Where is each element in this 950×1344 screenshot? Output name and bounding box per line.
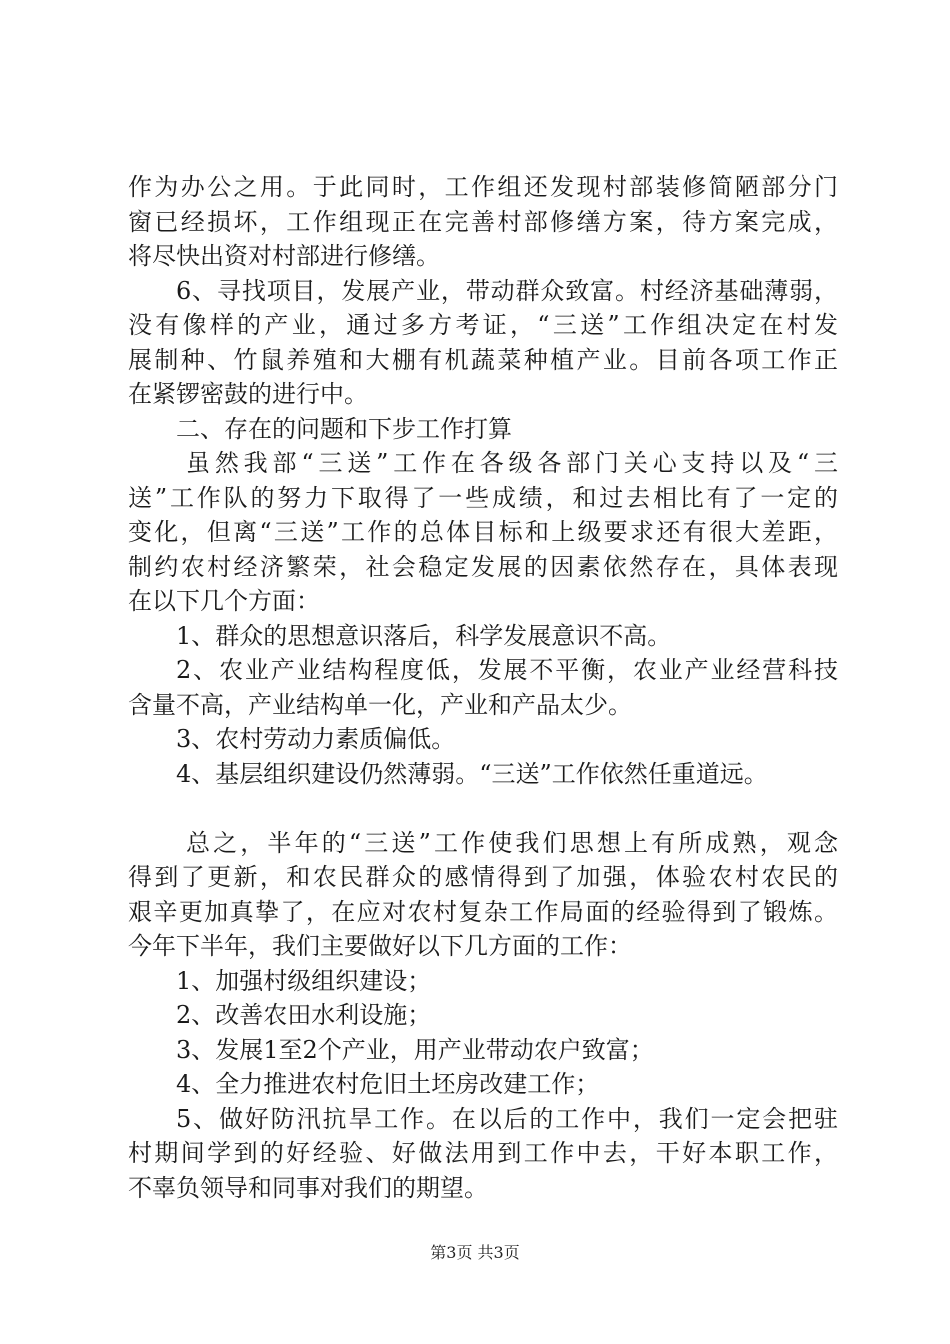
text-line: 虽然我部“三送”工作在各级各部门关心支持以及“三 <box>186 449 838 477</box>
text-line: 在以下几个方面： <box>128 587 320 615</box>
text-line: 含量不高，产业结构单一化，产业和产品太少。 <box>128 690 632 719</box>
text-line: 村期间学到的好经验、好做法用到工作中去，干好本职工作， <box>128 1139 838 1167</box>
text-line: 展制种、竹鼠养殖和大棚有机蔬菜种植产业。目前各项工作正 <box>128 345 838 374</box>
text-line: 今年下半年，我们主要做好以下几方面的工作： <box>128 932 632 960</box>
document-body <box>128 170 838 1205</box>
list-item: 3、农村劳动力素质偏低。 <box>176 725 456 753</box>
text-line: 总之，半年的“三送”工作使我们思想上有所成熟，观念 <box>186 828 838 857</box>
text-line: 得到了更新，和农民群众的感情得到了加强，体验农村农民的 <box>128 863 838 891</box>
list-item: 3、发展1至2个产业，用产业带动农户致富； <box>176 1035 654 1064</box>
text-line: 窗已经损坏，工作组现正在完善村部修缮方案，待方案完成， <box>128 207 838 236</box>
text-line: 不辜负领导和同事对我们的期望。 <box>128 1173 488 1202</box>
text-line: 将尽快出资对村部进行修缮。 <box>128 242 440 270</box>
list-item: 1、加强村级组织建设； <box>176 966 432 995</box>
text-line: 没有像样的产业，通过多方考证，“三送”工作组决定在村发 <box>128 311 838 339</box>
list-item: 2、改善农田水利设施； <box>176 1001 432 1029</box>
list-item: 1、群众的思想意识落后，科学发展意识不高。 <box>176 621 672 650</box>
text-line: 作为办公之用。于此同时，工作组还发现村部装修简陋部分门 <box>128 173 838 201</box>
text-line: 6、寻找项目，发展产业，带动群众致富。村经济基础薄弱， <box>176 276 838 305</box>
text-line: 在紧锣密鼓的进行中。 <box>128 380 368 408</box>
section-heading: 二、存在的问题和下步工作打算 <box>176 414 512 443</box>
list-item: 4、全力推进农村危旧土坯房改建工作； <box>176 1070 600 1098</box>
text-line: 送”工作队的努力下取得了一些成绩，和过去相比有了一定的 <box>128 483 838 512</box>
list-item: 5、做好防汛抗旱工作。在以后的工作中，我们一定会把驻 <box>176 1104 838 1133</box>
paragraph-spacer <box>128 791 838 826</box>
list-item: 4、基层组织建设仍然薄弱。“三送”工作依然任重道远。 <box>176 759 768 788</box>
text-line: 制约农村经济繁荣，社会稳定发展的因素依然存在，具体表现 <box>128 552 838 581</box>
list-item: 2、农业产业结构程度低，发展不平衡，农业产业经营科技 <box>176 656 838 684</box>
page-number: 第3页 共3页 <box>430 1243 520 1262</box>
text-line: 艰辛更加真挚了，在应对农村复杂工作局面的经验得到了锻炼。 <box>128 897 838 926</box>
text-line: 变化，但离“三送”工作的总体目标和上级要求还有很大差距， <box>128 518 838 546</box>
